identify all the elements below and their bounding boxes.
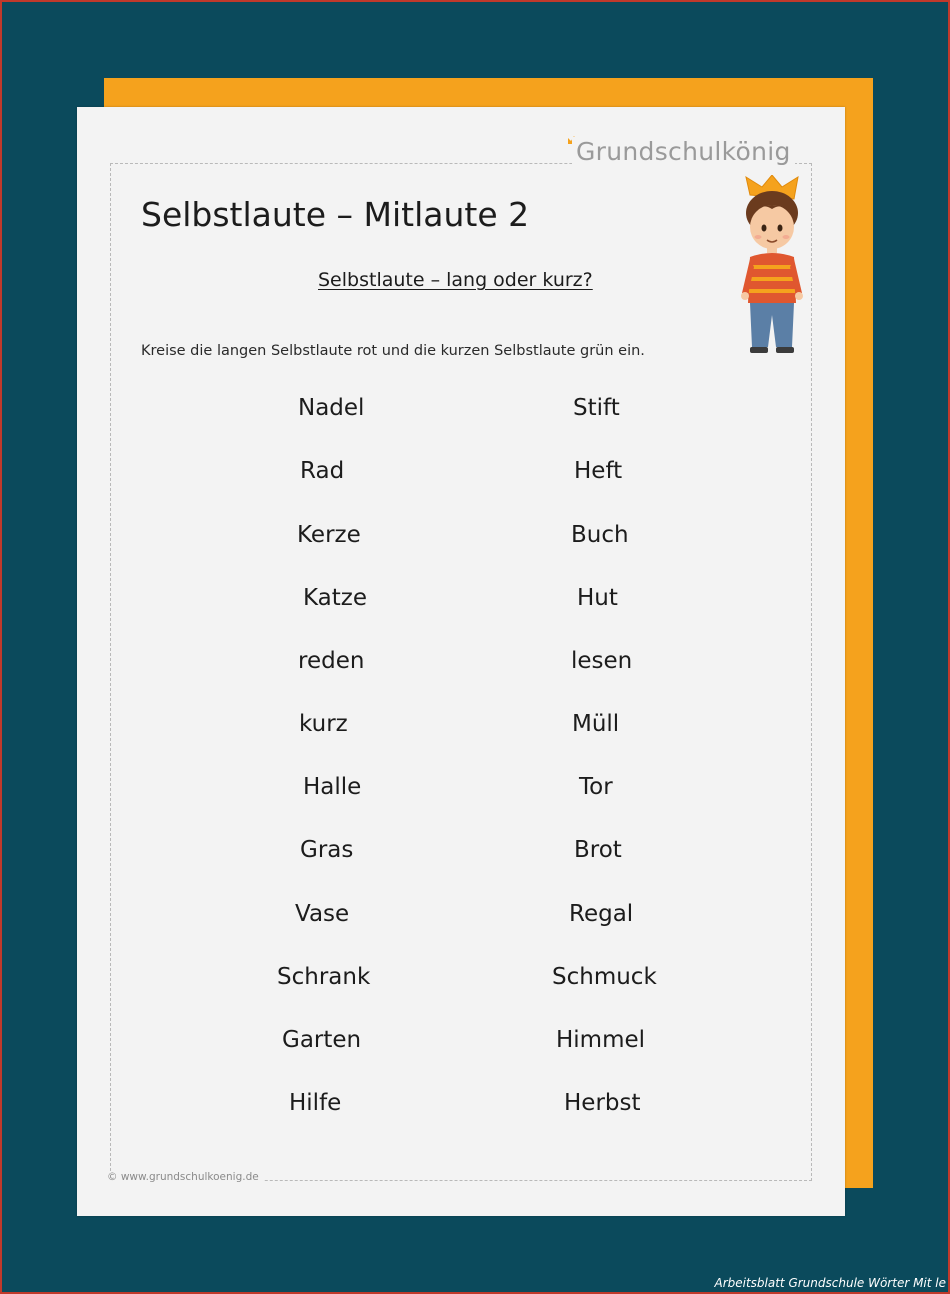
word-right: Schmuck	[552, 964, 657, 990]
word-left: Hilfe	[289, 1090, 342, 1116]
word-left: Halle	[303, 774, 362, 800]
word-right: Tor	[579, 774, 613, 800]
word-right: Brot	[574, 837, 622, 863]
word-right: Stift	[573, 395, 620, 421]
word-right: Buch	[571, 522, 629, 548]
word-right: Herbst	[564, 1090, 641, 1116]
word-right: Regal	[569, 901, 634, 927]
source-watermark: Arbeitsblatt Grundschule Wörter Mit le	[714, 1276, 946, 1290]
dashed-border	[110, 163, 812, 1181]
word-right: Himmel	[556, 1027, 646, 1053]
word-left: reden	[298, 648, 365, 674]
page-subtitle: Selbstlaute – lang oder kurz?	[318, 269, 593, 291]
worksheet-page	[77, 107, 845, 1216]
page-title: Selbstlaute – Mitlaute 2	[141, 195, 530, 234]
word-right: Hut	[577, 585, 618, 611]
word-left: Nadel	[298, 395, 365, 421]
instruction-text: Kreise die langen Selbstlaute rot und die kurzen Selbstlaute grün ein.	[141, 343, 645, 359]
boy-mascot-illustration	[722, 175, 822, 360]
word-left: Schrank	[277, 964, 371, 990]
word-left: Garten	[282, 1027, 362, 1053]
word-left: kurz	[299, 711, 348, 737]
brand-logo-text: Grundschulkönig	[572, 137, 795, 166]
footer-copyright: © www.grundschulkoenig.de	[107, 1171, 263, 1183]
word-right: Müll	[572, 711, 620, 737]
word-left: Katze	[303, 585, 368, 611]
word-right: Heft	[574, 458, 623, 484]
word-left: Rad	[300, 458, 345, 484]
word-left: Kerze	[297, 522, 361, 548]
word-right: lesen	[571, 648, 633, 674]
word-left: Vase	[295, 901, 350, 927]
word-left: Gras	[300, 837, 354, 863]
